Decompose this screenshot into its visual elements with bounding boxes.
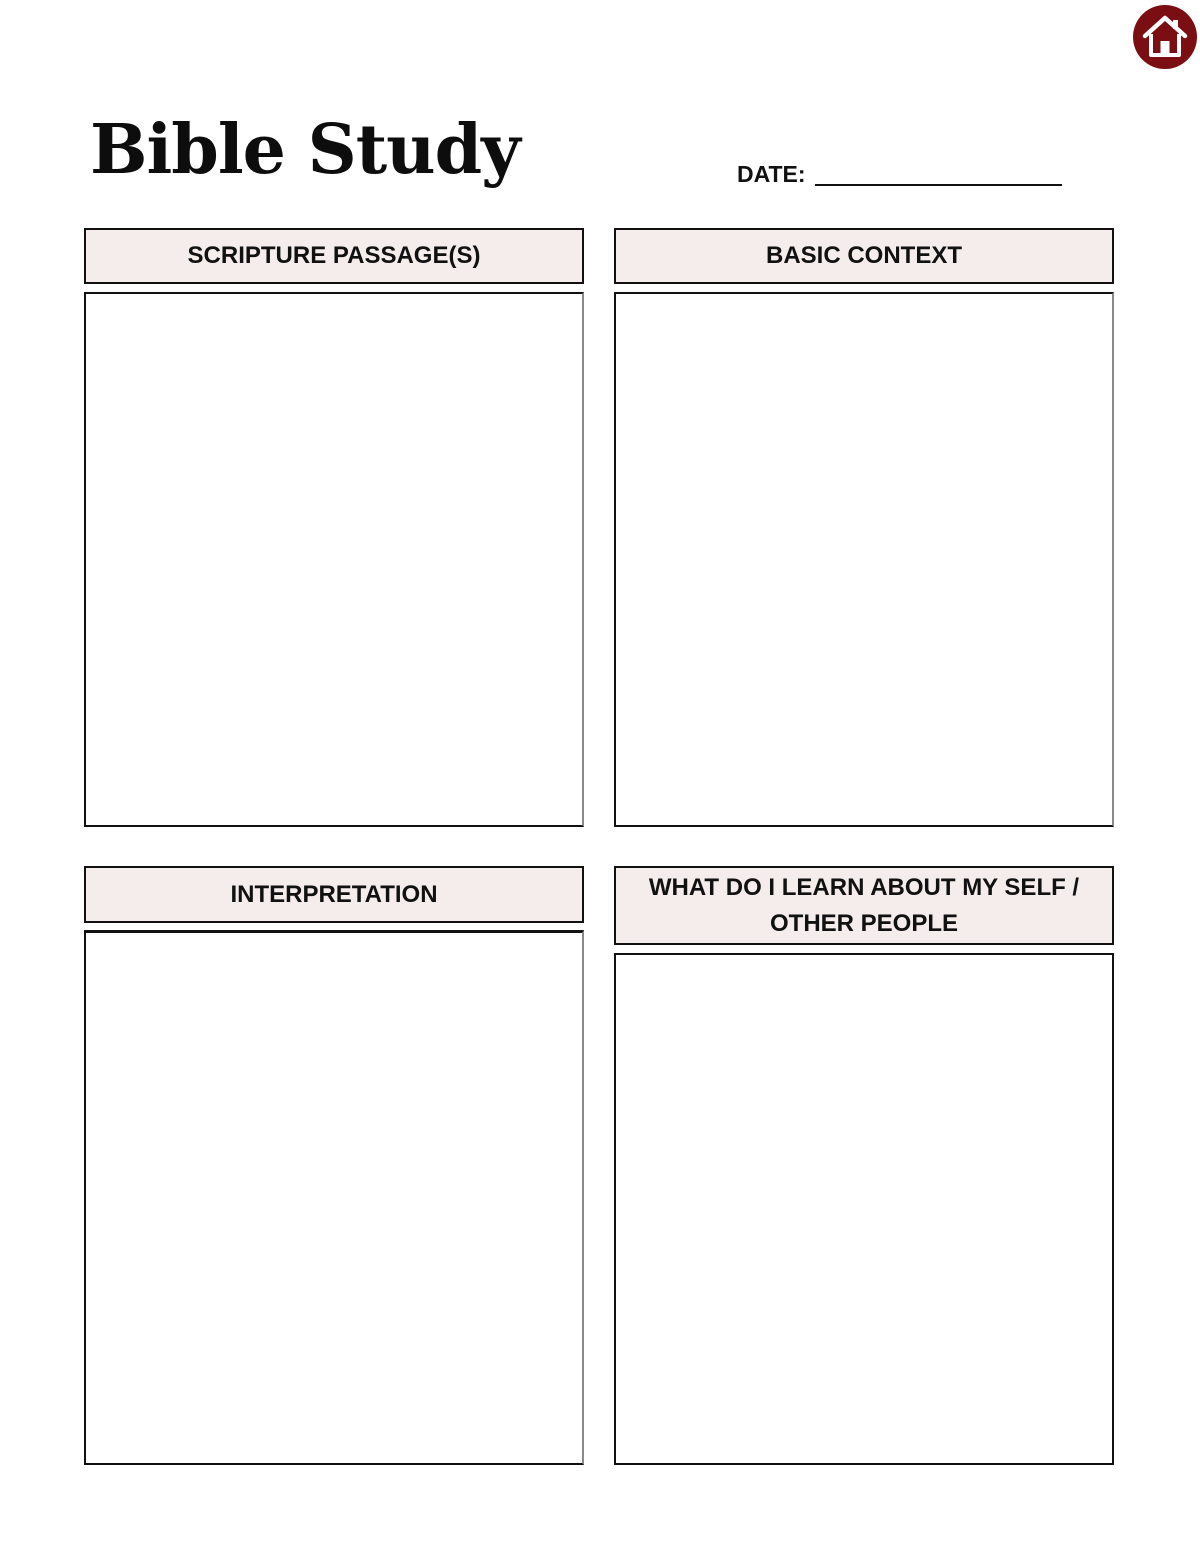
section-header-basic-context: BASIC CONTEXT bbox=[614, 228, 1114, 284]
section-box-interpretation[interactable] bbox=[84, 930, 584, 1465]
section-header-interpretation: INTERPRETATION bbox=[84, 866, 584, 923]
date-field[interactable] bbox=[815, 184, 1062, 186]
section-box-learn-about-self-others[interactable] bbox=[614, 953, 1114, 1465]
home-icon bbox=[1139, 11, 1191, 63]
section-header-learn-about-self-others: WHAT DO I LEARN ABOUT MY SELF / OTHER PEOPLE bbox=[614, 866, 1114, 945]
section-header-scripture-passages: SCRIPTURE PASSAGE(S) bbox=[84, 228, 584, 284]
section-box-scripture-passages[interactable] bbox=[84, 292, 584, 827]
date-label: DATE: bbox=[737, 161, 806, 187]
section-box-basic-context[interactable] bbox=[614, 292, 1114, 827]
home-button[interactable] bbox=[1133, 5, 1197, 69]
page-title: Bible Study bbox=[90, 110, 520, 190]
